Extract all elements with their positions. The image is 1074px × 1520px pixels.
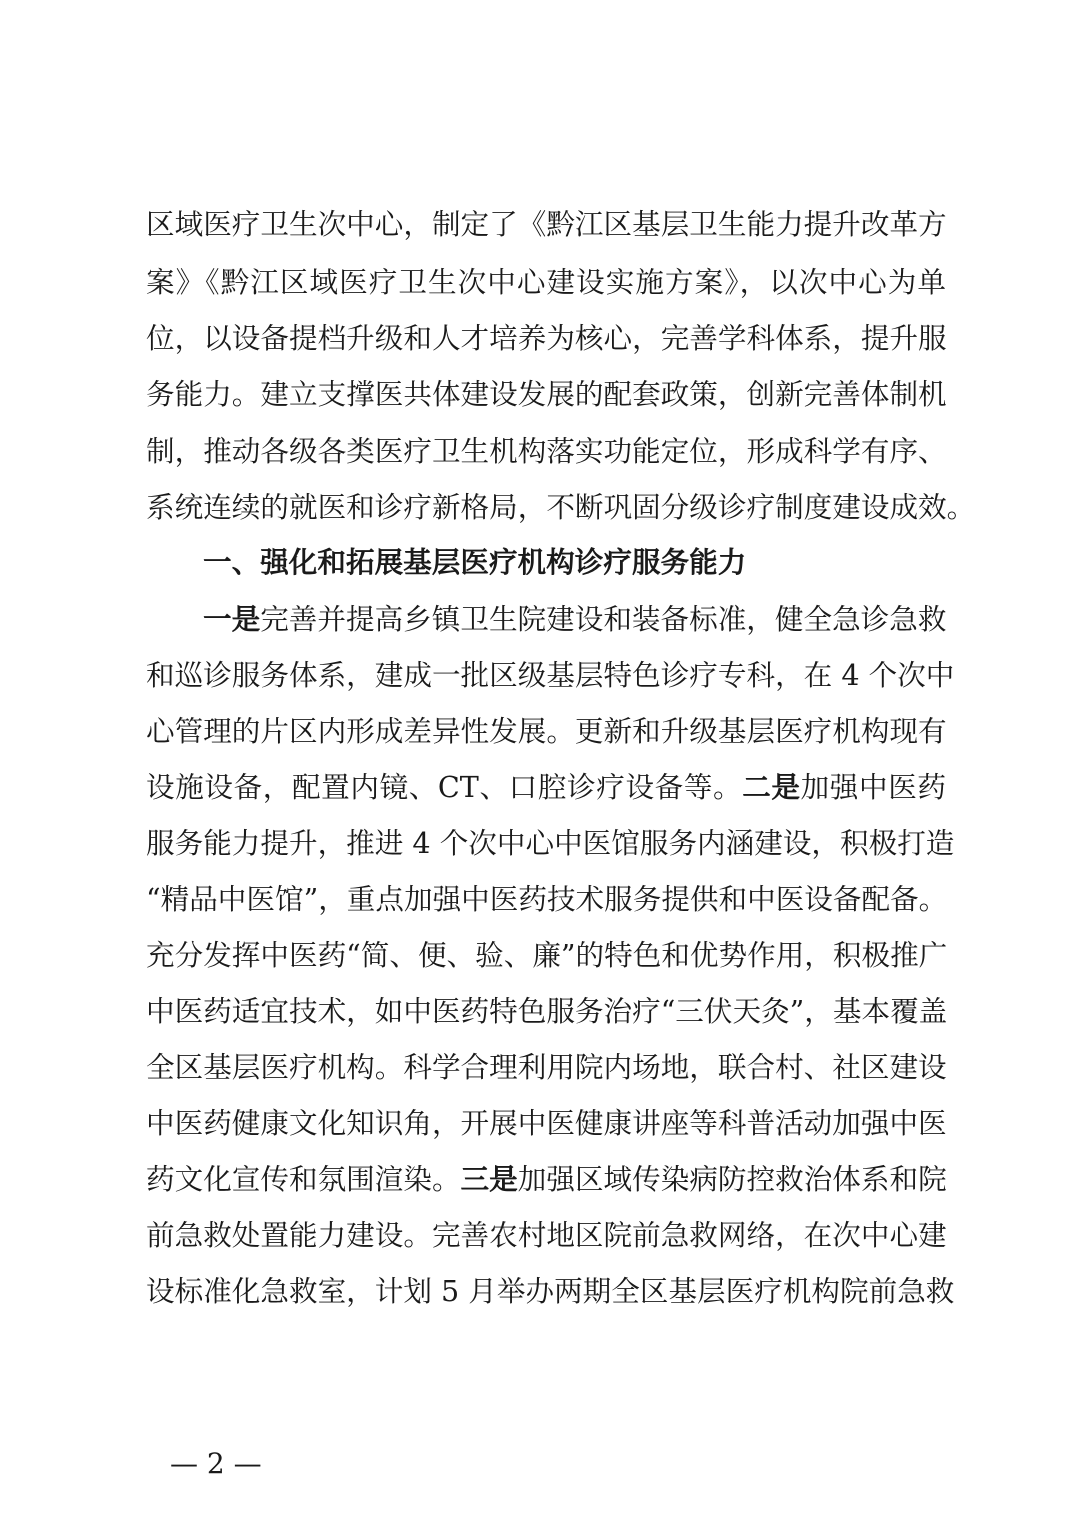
emphasis-third: 三是 [460, 1162, 518, 1196]
body-line-7: 充分发挥中医药“简、便、验、廉”的特色和优势作用，积极推广 [146, 938, 948, 972]
body-line-8: 中医药适宜技术，如中医药特色服务治疗“三伏天灸”，基本覆盖 [146, 994, 948, 1028]
intro-line-2: 案》《黔江区域医疗卫生次中心建设实施方案》，以次中心为单 [146, 265, 946, 299]
intro-line-3: 位，以设备提档升级和人才培养为核心，完善学科体系，提升服 [146, 321, 947, 355]
emphasis-first: 一是 [203, 602, 261, 636]
page-number: — 2 — [170, 1447, 262, 1480]
body-line-5: 服务能力提升，推进 4 个次中心中医馆服务内涵建设，积极打造 [146, 826, 955, 860]
body-line-3: 心管理的片区内形成差异性发展。更新和升级基层医疗机构现有 [146, 714, 947, 748]
body-line-12: 前急救处置能力建设。完善农村地区院前急救网络，在次中心建 [146, 1218, 947, 1252]
body-line-4-text-b: 加强中医药 [800, 770, 946, 804]
body-line-4 [146, 759, 946, 815]
body-line-1 [203, 591, 946, 647]
body-line-4-text-a: 设施设备，配置内镜、CT、口腔诊疗设备等。 [146, 770, 743, 804]
intro-line-4: 务能力。建立支撑医共体建设发展的配套政策，创新完善体制机 [146, 377, 947, 411]
intro-line-6: 系统连续的就医和诊疗新格局，不断巩固分级诊疗制度建设成效。 [146, 490, 976, 524]
body-line-2: 和巡诊服务体系，建成一批区级基层特色诊疗专科，在 4 个次中 [146, 658, 955, 692]
intro-line-1: 区域医疗卫生次中心，制定了《黔江区基层卫生能力提升改革方 [146, 207, 947, 241]
body-line-10: 中医药健康文化知识角，开展中医健康讲座等科普活动加强中医 [146, 1106, 947, 1140]
body-line-6: “精品中医馆”，重点加强中医药技术服务提供和中医设备配备。 [146, 882, 948, 916]
section-heading: 一、强化和拓展基层医疗机构诊疗服务能力 [203, 545, 747, 579]
body-line-11-text-b: 加强区域传染病防控救治体系和院 [517, 1162, 947, 1196]
body-line-1-text: 完善并提高乡镇卫生院建设和装备标准，健全急诊急救 [260, 602, 947, 636]
emphasis-second: 二是 [742, 770, 801, 804]
body-line-13: 设标准化急救室，计划 5 月举办两期全区基层医疗机构院前急救 [146, 1274, 955, 1308]
intro-line-5: 制，推动各级各类医疗卫生机构落实功能定位，形成科学有序、 [146, 434, 947, 468]
body-line-11-text-a: 药文化宣传和氛围渲染。 [146, 1162, 461, 1196]
body-line-9: 全区基层医疗机构。科学合理利用院内场地，联合村、社区建设 [146, 1050, 947, 1084]
body-line-11 [146, 1151, 946, 1207]
